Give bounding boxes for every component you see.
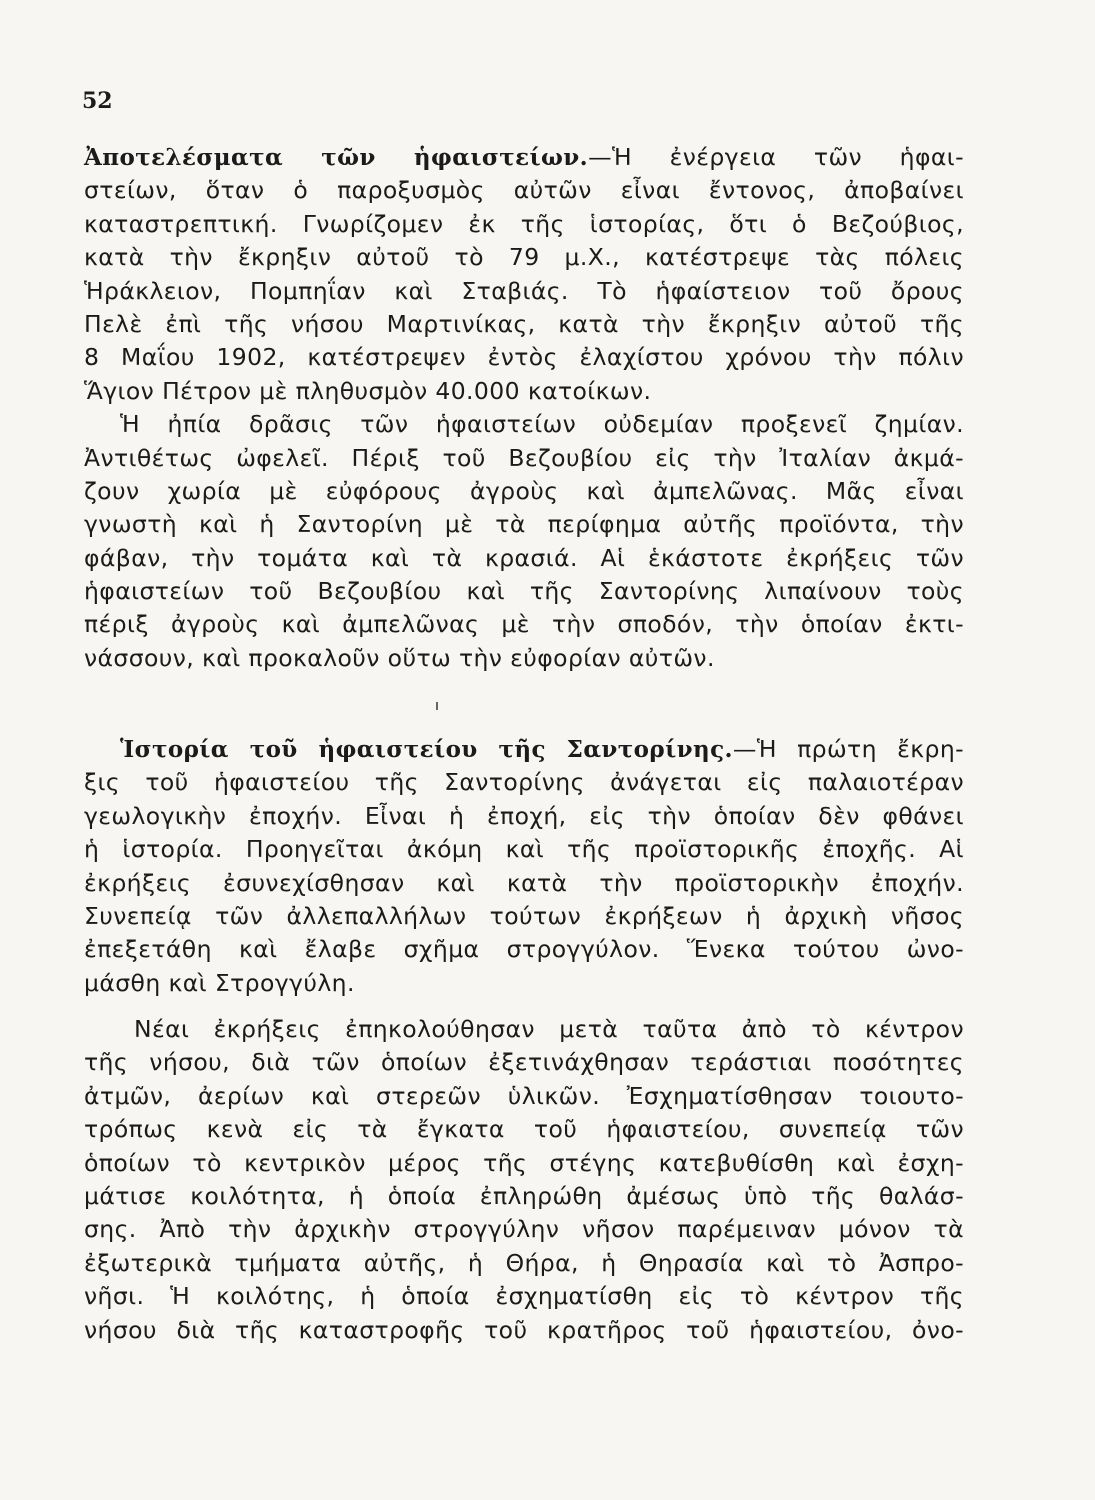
section-heading: Ἱστορία τοῦ ἡφαιστείου τῆς Σαντορίνης. bbox=[120, 736, 733, 763]
text-line: νῆσι. Ἡ κοιλότης, ἡ ὁποία ἐσχηματίσθη εἰς τὸ κέντρον τῆς bbox=[84, 1282, 964, 1311]
text-line: ἐκρήξεις ἐσυνεχίσθησαν καὶ κατὰ τὴν προϊστορικὴν ἐποχήν. bbox=[84, 868, 964, 897]
text-line: Ἅγιον Πέτρον μὲ πληθυσμὸν 40.000 κατοίκων. bbox=[84, 376, 652, 405]
section-new-eruptions bbox=[84, 1013, 964, 1347]
text-line: Νέαι ἐκρήξεις ἐπηκολούθησαν μετὰ ταῦτα ἀπὸ τὸ κέντρον bbox=[134, 1015, 964, 1043]
heading-line-text: —Ἡ πρώτη ἔκρη- bbox=[732, 735, 965, 763]
section-effects-of-volcanoes bbox=[84, 141, 964, 675]
text-line: καταστρεπτική. Γνωρίζομεν ἐκ τῆς ἱστορίας, ὅτι ὁ Βεζούβιος, bbox=[84, 209, 964, 238]
text-line: Ἡ ἠπία δρᾶσις τῶν ἡφαιστείων οὐδεμίαν προξενεῖ ζημίαν. bbox=[120, 410, 964, 439]
text-line: ζουν χωρία μὲ εὐφόρους ἀγροὺς καὶ ἀμπελῶνας. Μᾶς εἶναι bbox=[84, 476, 964, 505]
text-line: νάσσουν, καὶ προκαλοῦν οὕτω τὴν εὐφορίαν αὐτῶν. bbox=[84, 643, 715, 672]
text-line: ὁποίων τὸ κεντρικὸν μέρος τῆς στέγης κατεβυθίσθη καὶ ἐσχη- bbox=[84, 1148, 964, 1177]
text-line: νήσου διὰ τῆς καταστροφῆς τοῦ κρατῆρος τοῦ ἡφαιστείου, ὀνο- bbox=[84, 1315, 964, 1344]
text-line: φάβαν, τὴν τομάτα καὶ τὰ κρασιά. Αἱ ἑκάστοτε ἐκρήξεις τῶν bbox=[84, 543, 964, 572]
text-line: κατὰ τὴν ἔκρηξιν αὐτοῦ τὸ 79 μ.Χ., κατέστρεψε τὰς πόλεις bbox=[84, 243, 964, 272]
text-line: Ἡράκλειον, Πομπηΐαν καὶ Σταβιάς. Τὸ ἡφαίστειον τοῦ ὄρους bbox=[84, 276, 964, 305]
text-line: πέριξ ἀγροὺς καὶ ἀμπελῶνας μὲ τὴν σποδόν, τὴν ὁποίαν ἐκτι- bbox=[84, 610, 964, 639]
text-line: ἡ ἱστορία. Προηγεῖται ἀκόμη καὶ τῆς προϊστορικῆς ἐποχῆς. Αἱ bbox=[84, 835, 964, 864]
text-line: γεωλογικὴν ἐποχήν. Εἶναι ἡ ἐποχή, εἰς τὴν ὁποίαν δὲν φθάνει bbox=[84, 801, 964, 830]
text-line: ἡφαιστείων τοῦ Βεζουβίου καὶ τῆς Σαντορίνης λιπαίνουν τοὺς bbox=[84, 577, 964, 606]
text-line: τρόπως κενὰ εἰς τὰ ἔγκατα τοῦ ἡφαιστείου, συνεπείᾳ τῶν bbox=[84, 1115, 964, 1144]
text-line: ἀτμῶν, ἀερίων καὶ στερεῶν ὑλικῶν. Ἐσχηματίσθησαν τοιουτο- bbox=[84, 1081, 964, 1110]
text-line: σης. Ἀπὸ τὴν ἀρχικὴν στρογγύλην νῆσον παρέμειναν μόνον τὰ bbox=[84, 1215, 964, 1244]
section-heading-line bbox=[84, 141, 964, 174]
text-line: Πελὲ ἐπὶ τῆς νήσου Μαρτινίκας, κατὰ τὴν ἔκρηξιν αὐτοῦ τῆς bbox=[84, 309, 964, 338]
text-line: Ἀντιθέτως ὠφελεῖ. Πέριξ τοῦ Βεζουβίου εἰς τὴν Ἰταλίαν ἀκμά- bbox=[84, 443, 964, 472]
text-line: τῆς νήσου, διὰ τῶν ὁποίων ἐξετινάχθησαν τεράστιαι ποσότητες bbox=[84, 1048, 964, 1077]
scan-mark bbox=[436, 702, 438, 710]
heading-line-text: —Ἡ ἐνέργεια τῶν ἡφαι- bbox=[588, 143, 965, 171]
text-line: ξις τοῦ ἡφαιστείου τῆς Σαντορίνης ἀνάγεται εἰς παλαιοτέραν bbox=[84, 768, 964, 797]
text-line: στείων, ὅταν ὁ παροξυσμὸς αὐτῶν εἶναι ἔντονος, ἀποβαίνει bbox=[84, 176, 964, 205]
text-line: ἐξωτερικὰ τμήματα αὐτῆς, ἡ Θήρα, ἡ Θηρασία καὶ τὸ Ἀσπρο- bbox=[84, 1248, 964, 1277]
text-line: μάσθη καὶ Στρογγύλη. bbox=[84, 968, 355, 997]
text-line: μάτισε κοιλότητα, ἡ ὁποία ἐπληρώθη ἀμέσως ὑπὸ τῆς θαλάσ- bbox=[84, 1181, 964, 1210]
text-line: Συνεπείᾳ τῶν ἀλλεπαλλήλων τούτων ἐκρήξεων ἡ ἀρχικὴ νῆσος bbox=[84, 901, 964, 930]
section-heading-line bbox=[84, 733, 964, 766]
text-line: γνωστὴ καὶ ἡ Σαντορίνη μὲ τὰ περίφημα αὐτῆς προϊόντα, τὴν bbox=[84, 510, 964, 539]
text-line: 8 Μαΐου 1902, κατέστρεψεν ἐντὸς ἐλαχίστου χρόνου τὴν πόλιν bbox=[84, 343, 964, 372]
section-heading: Ἀποτελέσματα τῶν ἡφαιστείων. bbox=[84, 144, 589, 171]
page-number: 52 bbox=[82, 88, 113, 114]
text-line: ἐπεξετάθη καὶ ἔλαβε σχῆμα στρογγύλον. Ἕνεκα τούτου ὠνο- bbox=[84, 935, 964, 964]
section-history-santorini-volcano bbox=[84, 733, 964, 1000]
